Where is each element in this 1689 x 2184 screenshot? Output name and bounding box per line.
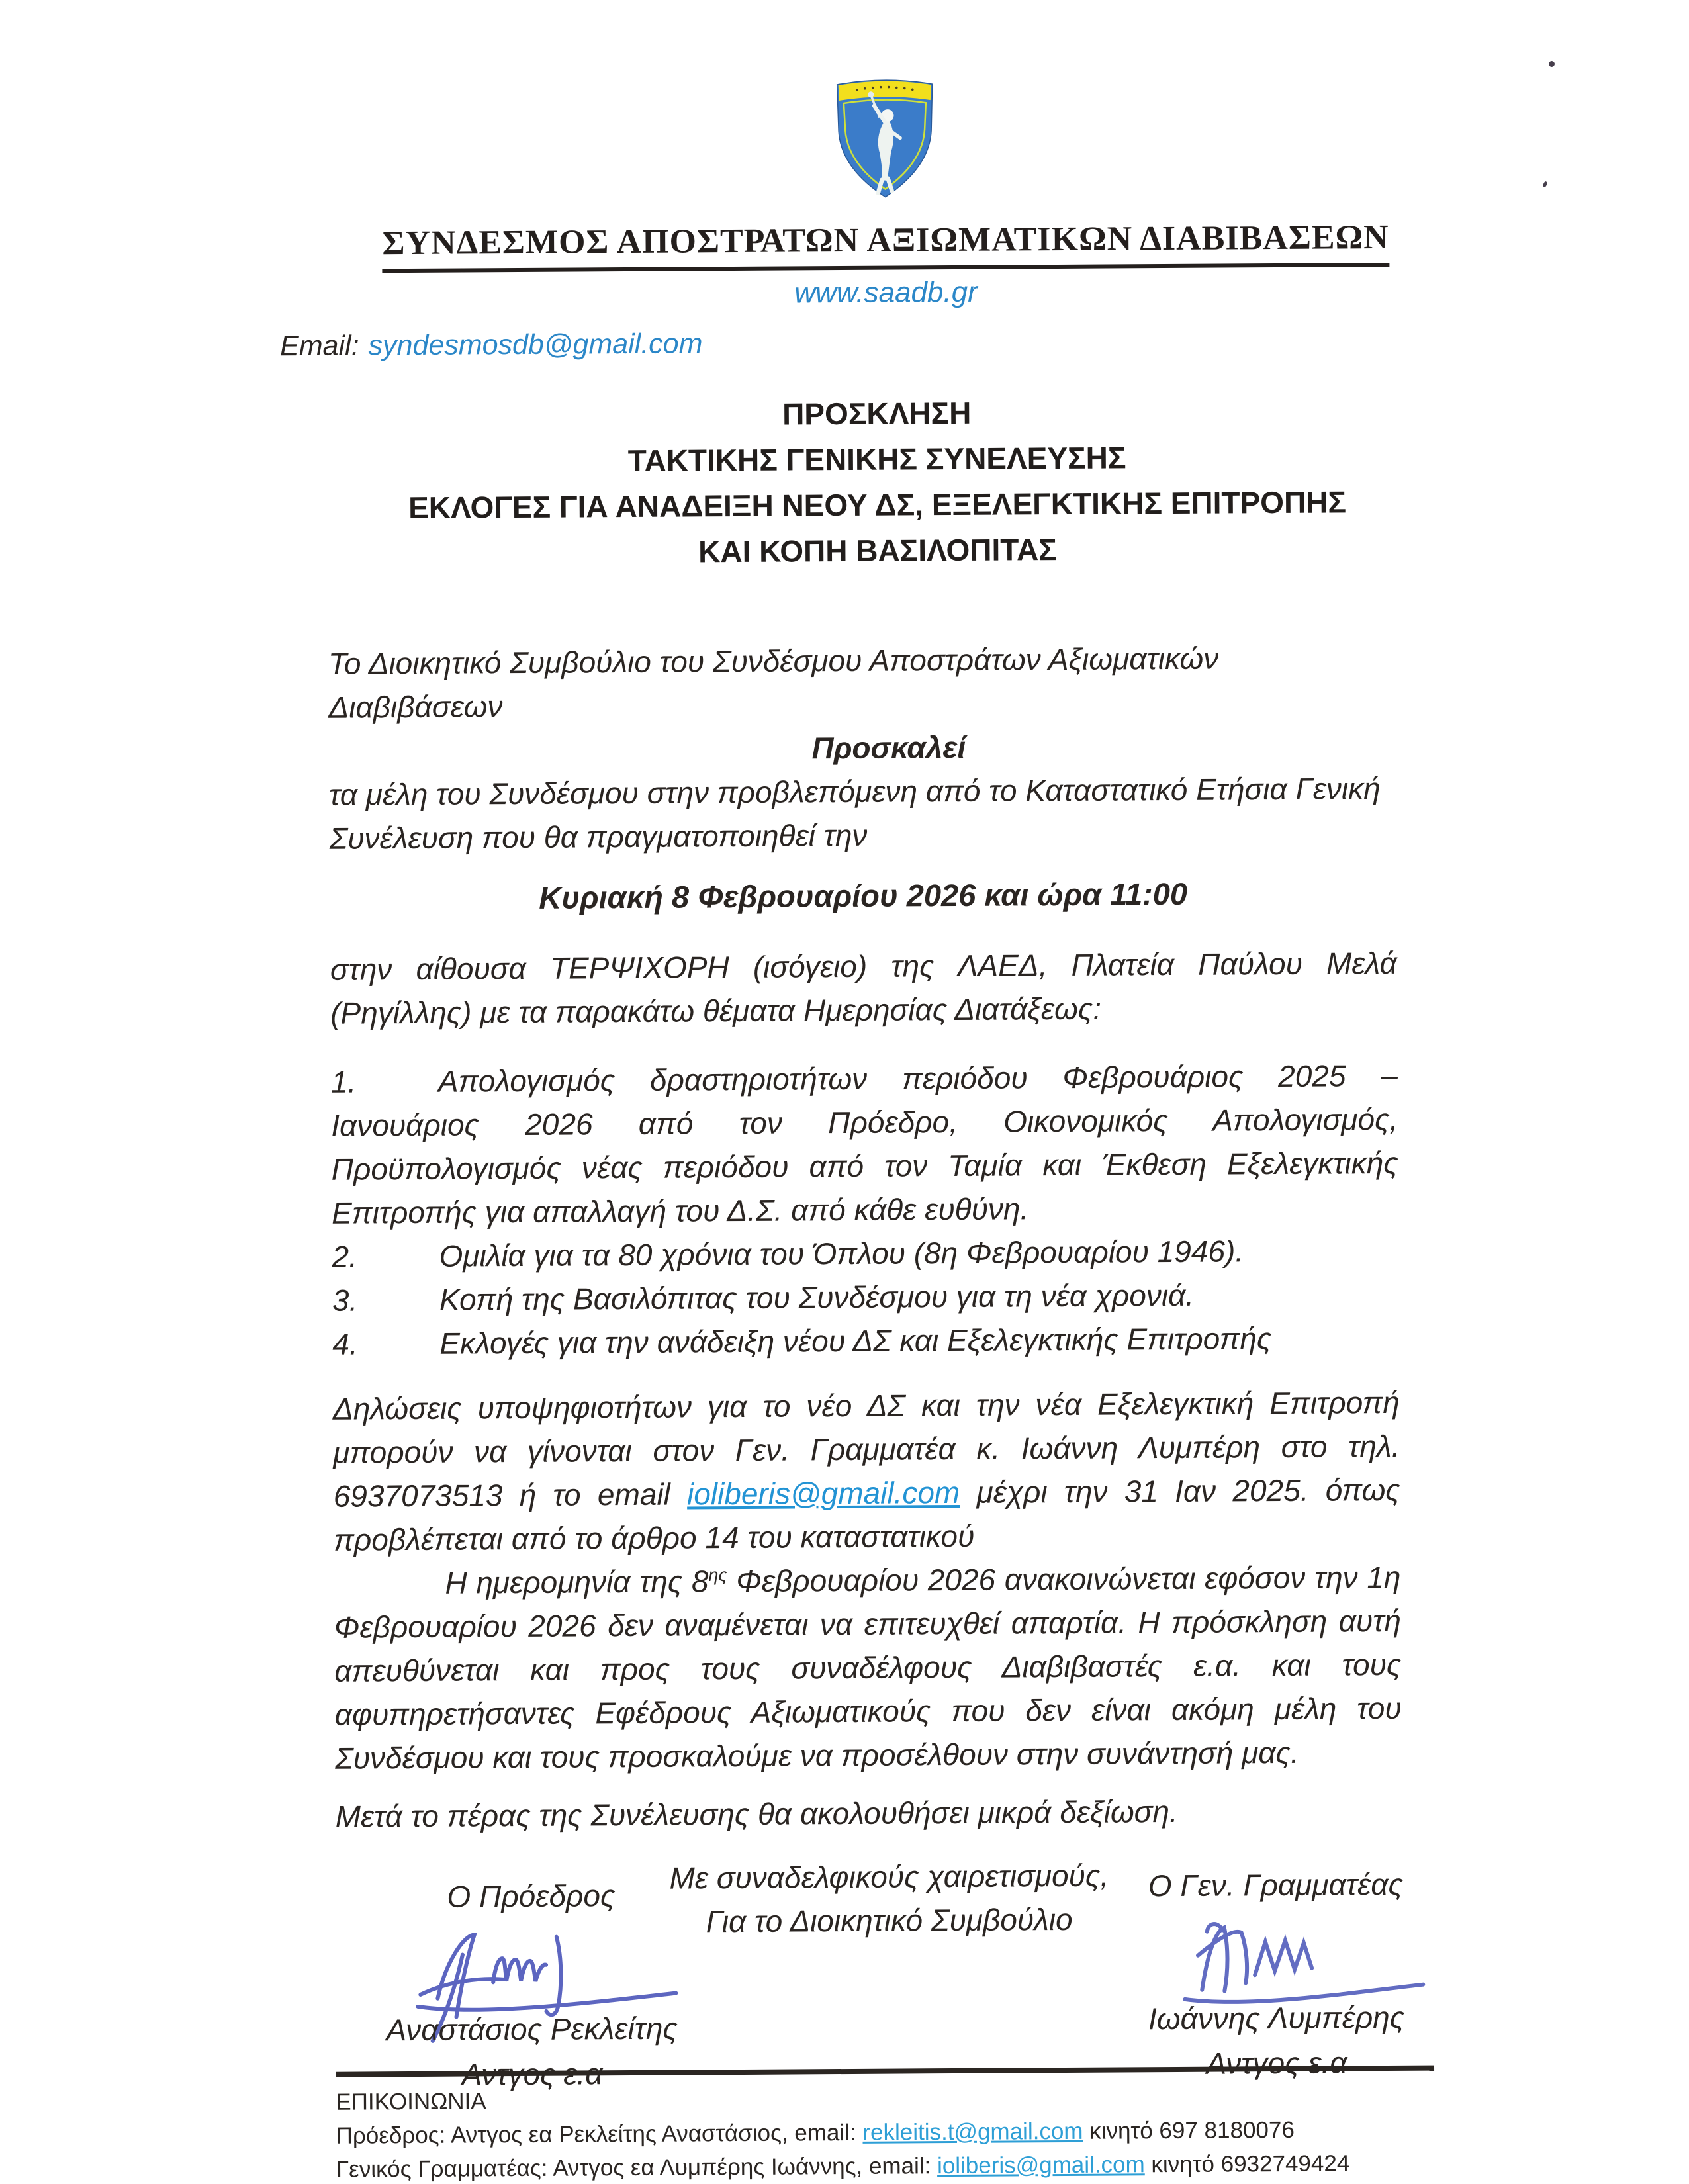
email-label: Email:	[279, 330, 359, 363]
contact-footer	[336, 2066, 1435, 2184]
date-note-text-2: Φεβρουαρίου 2026 ανακοινώνεται εφόσον την 1η Φεβρουαρίου 2026 δεν αναμένεται να επιτευχθεί απαρτία. Η πρόσκληση αυτή απευθύνεται και προς τους συναδέλφους Διαβιβαστές ε.α. και τους αφυπηρετήσαντες Εφέδρους Αξιωματικούς που δεν είναι ακόμη μέλη του Συνδέσμου και τους προσκαλούμε να προσέλθουν στην συνάντησή μας.	[334, 1559, 1402, 1776]
agenda-text: Απολογισμός δραστηριοτήτων περιόδου Φεβρουάριος 2025 – Ιανουάριος 2026 από τον Πρόεδρο, Οικονομικός Απολογισμός, Προϋπολογισμός νέας περιόδου από τον Ταμία και Έκθεση Εξελεγκτικής Επιτροπής για απαλλαγή του Δ.Σ. από κάθε ευθύνη.	[331, 1058, 1398, 1230]
footer-secretary-contact	[336, 2146, 1435, 2184]
footer-text: κινητό 6932749424	[1144, 2150, 1350, 2178]
organization-name: ΣΥΝΔΕΣΜΟΣ ΑΠΟΣΤΡΑΤΩΝ ΑΞΙΩΜΑΤΙΚΩΝ ΔΙΑΒΙΒΑΣΕΩΝ	[382, 218, 1389, 273]
secretary-rank: Αντγος ε.α	[1206, 2045, 1347, 2081]
signature-block-president	[359, 1875, 704, 2093]
agenda-text: Ομιλία για τα 80 χρόνια του Όπλου (8η Φεβρουαρίου 1946).	[439, 1234, 1244, 1273]
venue-paragraph: στην αίθουσα ΤΕΡΨΙΧΟΡΗ (ισόγειο) της ΛΑΕΔ, Πλατεία Παύλου Μελά (Ρηγίλλης) με τα παρακάτω θέματα Ημερησίας Διατάξεως:	[330, 945, 1397, 1030]
agenda-text: Εκλογές για την ανάδειξη νέου ΔΣ και Εξελεγκτικής Επιτροπής	[439, 1321, 1272, 1361]
date-note-text: Η ημερομηνία της 8	[445, 1564, 709, 1600]
nominations-text-before: Δηλώσεις υποψηφιοτήτων για το νέο ΔΣ και την νέα Εξελεγκτική Επιτροπή μπορούν να γίνονται στον Γεν. Γραμματέα κ. Ιωάννη Λυμπέρη στο τηλ. 6937073513 ή το email	[332, 1385, 1400, 1514]
shield-emblem-graphic	[832, 73, 938, 201]
agenda-number: 1.	[330, 1064, 357, 1099]
letterhead	[40, 0, 1689, 364]
heading-line-1: ΠΡΟΣΚΛΗΣΗ	[782, 395, 972, 432]
signature-block-secretary	[1103, 1864, 1449, 2081]
invites-word: Προσκαλεί	[811, 729, 966, 766]
agenda-item-1	[331, 1054, 1399, 1235]
agenda-text: Κοπή της Βασιλόπιτας του Συνδέσμου για τη νέα χρονιά.	[439, 1277, 1195, 1317]
footer-text: Πρόεδρος: Αντγος εα Ρεκλείτης Αναστάσιος, email:	[336, 2119, 863, 2149]
agenda-number: 3.	[332, 1283, 358, 1318]
ordinal-superscript: ης	[708, 1565, 727, 1585]
reception-note: Μετά το πέρας της Συνέλευσης θα ακολουθήσει μικρά δεξίωση.	[335, 1794, 1178, 1834]
footer-text: κινητό 697 8180076	[1083, 2116, 1295, 2144]
president-rank: Αντγος ε.α	[461, 2056, 603, 2092]
secretary-email-link: ioliberis@gmail.com	[686, 1475, 960, 1512]
org-email-line	[280, 322, 1684, 363]
website-url: www.saadb.gr	[794, 275, 978, 310]
president-email-link: rekleitis.t@gmail.com	[862, 2118, 1083, 2146]
footer-heading: ΕΠΙΚΟΙΝΩΝΙΑ	[336, 2088, 486, 2115]
meeting-datetime: Κυριακή 8 Φεβρουαρίου 2026 και ώρα 11:00	[539, 876, 1188, 915]
heading-line-2: ΤΑΚΤΙΚΗΣ ΓΕΝΙΚΗΣ ΣΥΝΕΛΕΥΣΗΣ	[627, 440, 1126, 478]
date-explanation-paragraph	[334, 1555, 1402, 1780]
nominations-text-after: μέχρι την 31 Ιαν 2025. όπως προβλέπεται από το άρθρο 14 του καταστατικού	[333, 1472, 1400, 1557]
letter-body	[328, 635, 1403, 1946]
agenda-item-4	[332, 1316, 1399, 1366]
intro-paragraph: Το Διοικητικό Συμβούλιο του Συνδέσμου Αποστράτων Αξιωματικών Διαβιβάσεων	[328, 641, 1219, 725]
closing-on-behalf: Για το Διοικητικό Συμβούλιο	[706, 1901, 1073, 1939]
secretary-role-label: Ο Γεν. Γραμματέας	[1148, 1866, 1404, 1903]
heading-line-3: ΕΚΛΟΓΕΣ ΓΙΑ ΑΝΑΔΕΙΞΗ ΝΕΟΥ ΔΣ, ΕΞΕΛΕΓΚΤΙΚΗΣ ΕΠΙΤΡΟΠΗΣ	[408, 484, 1347, 525]
intro-paragraph-2: τα μέλη του Συνδέσμου στην προβλεπόμενη από το Καταστατικό Ετήσια Γενική Συνέλευση που θα πραγματοποιηθεί την	[329, 771, 1381, 856]
agenda-item-2	[332, 1228, 1398, 1279]
footer-text: Γενικός Γραμματέας: Αντγος εα Λυμπέρης Ιωάννης, email:	[336, 2153, 938, 2183]
org-email-address: syndesmosdb@gmail.com	[368, 328, 703, 362]
closing-salutation: Με συναδελφικούς χαιρετισμούς,	[669, 1858, 1109, 1895]
agenda-list	[331, 1054, 1400, 1366]
secretary-name: Ιωάννης Λυμπέρης	[1148, 1999, 1405, 2036]
agenda-number: 2.	[332, 1239, 358, 1274]
agenda-item-3	[332, 1272, 1399, 1322]
signal-corps-shield-icon	[832, 73, 938, 201]
agenda-number: 4.	[332, 1326, 358, 1361]
secretary-email-link-footer: ioliberis@gmail.com	[936, 2152, 1145, 2179]
heading-line-4: ΚΑΙ ΚΟΠΗ ΒΑΣΙΛΟΠΙΤΑΣ	[698, 532, 1057, 569]
president-name: Αναστάσιος Ρεκλείτης	[386, 2011, 678, 2048]
scan-speck	[1549, 61, 1555, 67]
president-role-label: Ο Πρόεδρος	[447, 1878, 616, 1914]
nominations-paragraph	[333, 1381, 1401, 1562]
invitation-heading	[32, 386, 1689, 579]
